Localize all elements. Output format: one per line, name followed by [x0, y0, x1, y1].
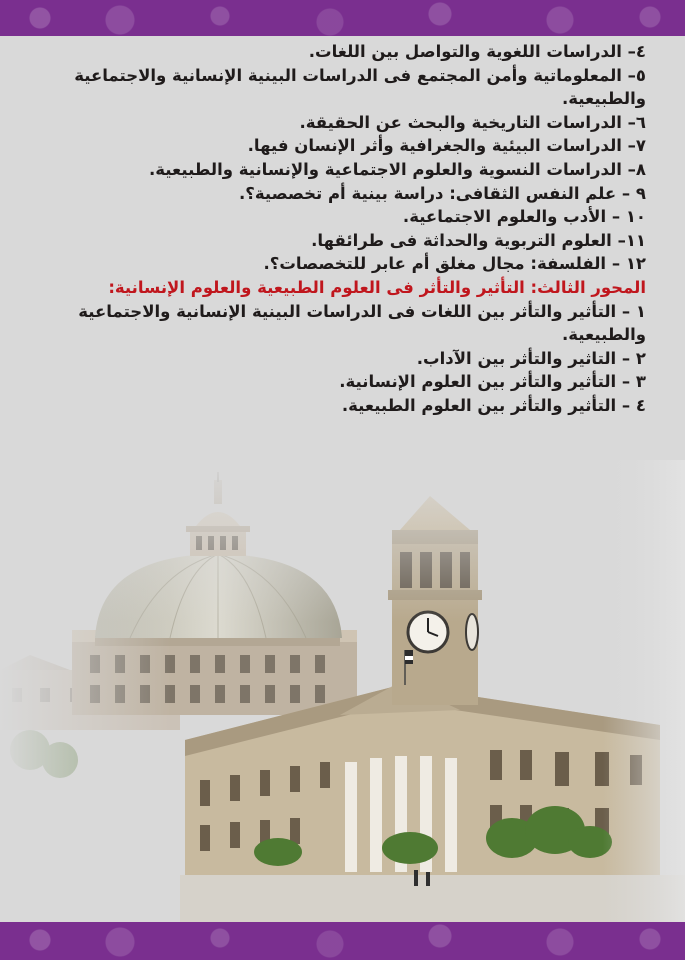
list-item: ٢ – التاثير والتأثر بين الآداب.: [416, 348, 646, 368]
list-item: ٨– الدراسات النسوية والعلوم الاجتماعية والإنسانية والطبيعية.: [149, 159, 646, 179]
section-heading: المحور الثالث: التأثير والتأثر فى العلوم الطبيعية والعلوم الإنسانية:: [108, 277, 646, 297]
decorative-top-band: [0, 0, 685, 36]
list-item: ١ – التأثير والتأثر بين اللغات فى الدراسات البينية الإنسانية والاجتماعية والطبيعية.: [78, 301, 646, 345]
list-item: ١٢ – الفلسفة: مجال مغلق أم عابر للتخصصات؟.: [263, 254, 646, 274]
university-buildings-photo: [0, 460, 685, 922]
list-item: ٦– الدراسات التاريخية والبحث عن الحقيقة.: [299, 112, 646, 132]
list-item: ٥– المعلوماتية وأمن المجتمع فى الدراسات البينية الإنسانية والاجتماعية والطبيعية.: [74, 65, 646, 109]
text-content: [46, 40, 646, 418]
list-item: ٣ – التأثير والتأثر بين العلوم الإنسانية.: [339, 372, 646, 392]
list-item: ٤– الدراسات اللغوية والتواصل بين اللغات.: [308, 42, 646, 61]
list-item: ٤ – التأثير والتأثر بين العلوم الطبيعية.: [341, 395, 646, 415]
list-item: ١١– العلوم التربوية والحداثة فى طرائقها.: [311, 230, 646, 250]
list-item: ٩ – علم النفس الثقافى: دراسة بينية أم تخصصية؟.: [239, 183, 646, 203]
decorative-bottom-band: [0, 922, 685, 960]
list-item: ١٠ – الأدب والعلوم الاجتماعية.: [402, 207, 646, 227]
list-item: ٧– الدراسات البيئية والجغرافية وأثر الإنسان فيها.: [247, 136, 646, 156]
